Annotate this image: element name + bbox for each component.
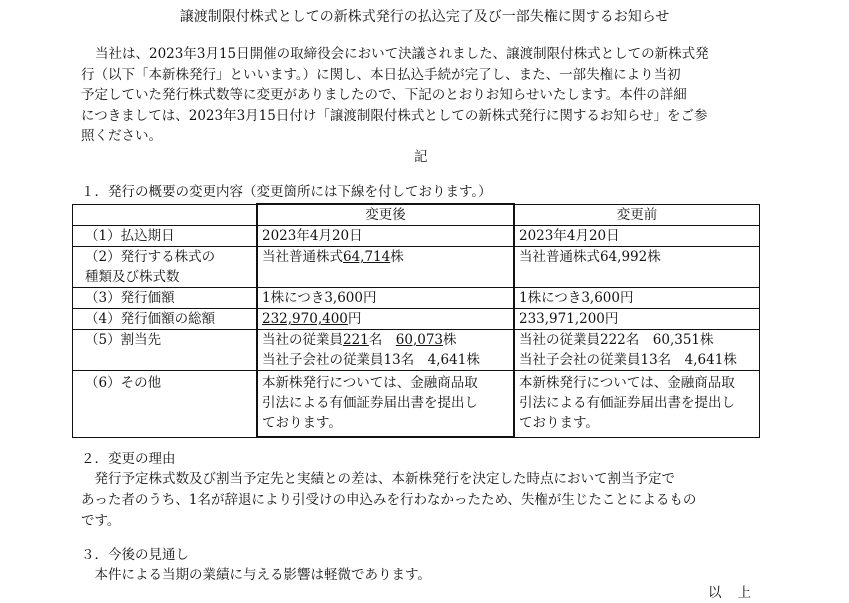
row-item: （4）発行価額の総額 — [73, 309, 258, 330]
row-before: 当社の従業員222名 60,351株 当社子会社の従業員13名 4,641株 — [514, 330, 760, 371]
section1-heading: １．発行の概要の変更内容（変更箇所には下線を付しております。） — [81, 184, 492, 200]
row-after: 当社普通株式64,714株 — [257, 247, 514, 288]
row-item: （5）割当先 — [73, 330, 258, 371]
row-item: （2）発行する株式の 種類及び株式数 — [73, 247, 258, 288]
document-title: 譲渡制限付株式としての新株式発行の払込完了及び一部失権に関するお知らせ — [179, 9, 670, 25]
section2-line: あった者のうち、1名が辞退により引受けの申込みを行わなかったため、失権が生じたことによるもの — [81, 492, 697, 508]
section2-body — [81, 469, 696, 532]
changed-value: 221 — [343, 332, 369, 348]
row-before: 当社普通株式64,992株 — [514, 247, 760, 288]
header-before: 変更前 — [514, 204, 760, 226]
row-item: （3）発行価額 — [73, 288, 258, 309]
table-row — [73, 371, 760, 438]
table-row — [73, 288, 760, 309]
row-after: 232,970,400円 — [257, 309, 514, 330]
table-row — [73, 247, 760, 288]
intro-paragraph — [81, 44, 771, 147]
row-after: 本新株発行については、金融商品取 引法による有価証券届出書を提出し ております。 — [257, 371, 514, 438]
row-after: 2023年4月20日 — [257, 226, 514, 247]
overview-table — [72, 203, 760, 438]
ki-marker: 記 — [414, 149, 428, 165]
header-after: 変更後 — [257, 204, 514, 226]
changed-value: 64,714 — [343, 249, 391, 265]
section3-body — [81, 565, 431, 586]
row-after: 1株につき3,600円 — [257, 288, 514, 309]
intro-line: 照ください。 — [81, 128, 162, 144]
table-row — [73, 309, 760, 330]
row-before: 233,971,200円 — [514, 309, 760, 330]
row-before: 本新株発行については、金融商品取 引法による有価証券届出書を提出し ております。 — [514, 371, 760, 438]
intro-line: につきましては、2023年3月15日付け「譲渡制限付株式としての新株式発行に関するお知らせ」をご参 — [81, 107, 708, 124]
table-row — [73, 226, 760, 247]
section2-line: です。 — [81, 513, 121, 529]
intro-line: 当社は、2023年3月15日開催の取締役会において決議されました、譲渡制限付株式としての新株式発 — [95, 46, 709, 62]
row-after: 当社の従業員221名 60,073株 当社子会社の従業員13名 4,641株 — [257, 330, 514, 371]
intro-line: 予定していた発行株式数等に変更がありましたので、下記のとおりお知らせいたします。本件の詳細 — [81, 87, 687, 103]
section3-line: 本件による当期の業績に与える影響は軽微であります。 — [81, 567, 431, 583]
closing-mark: 以上 — [708, 585, 767, 601]
row-item: （1）払込期日 — [73, 226, 258, 247]
table-row — [73, 330, 760, 371]
section2-heading: ２．変更の理由 — [81, 451, 176, 467]
section3-heading: ３．今後の見通し — [81, 547, 189, 563]
intro-line: 行（以下「本新株発行」といいます。）に関し、本日払込手続が完了し、また、一部失権により当初 — [81, 66, 681, 83]
changed-value: 232,970,400 — [262, 311, 348, 327]
header-empty-cell — [73, 204, 258, 226]
changed-value: 60,073 — [395, 332, 444, 348]
section2-line: 発行予定株式数及び割当予定先と実績との差は、本新株発行を決定した時点において割当予定で — [81, 471, 675, 487]
row-item: （6）その他 — [73, 371, 258, 438]
row-before: 2023年4月20日 — [514, 226, 760, 247]
row-before: 1株につき3,600円 — [514, 288, 760, 309]
table-header-row — [73, 204, 760, 226]
